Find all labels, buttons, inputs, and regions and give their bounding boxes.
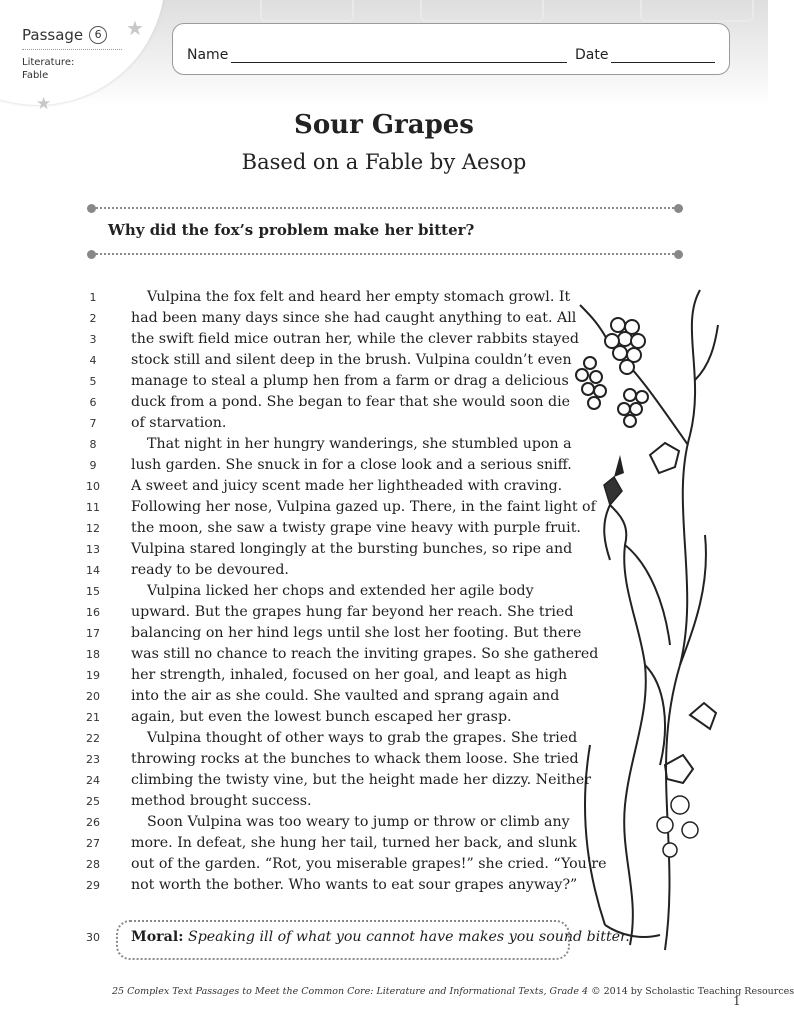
passage-line <box>0 707 580 728</box>
footer-copyright: © 2014 by Scholastic Teaching Resources <box>591 986 794 997</box>
line-number: 27 <box>86 837 100 850</box>
line-number: 17 <box>86 627 100 640</box>
page-title: Sour Grapes <box>294 110 474 140</box>
banner-pattern <box>220 0 768 24</box>
line-text: stock still and silent deep in the brush. Vulpina couldn’t even <box>131 352 572 368</box>
footer-book-title: 25 Complex Text Passages to Meet the Common Core: Literature and Informational Texts, Grade 4 <box>112 986 589 997</box>
line-number: 14 <box>86 564 100 577</box>
line-number: 26 <box>86 816 100 829</box>
line-number: 13 <box>86 543 100 556</box>
passage-line <box>0 623 580 644</box>
line-text: out of the garden. “Rot, you miserable grapes!” she cried. “You’re <box>131 856 607 872</box>
passage-line <box>0 329 580 350</box>
passage-line <box>0 518 580 539</box>
passage-line <box>0 371 580 392</box>
passage-line <box>0 539 580 560</box>
line-number: 9 <box>89 459 97 472</box>
line-number: 19 <box>86 669 100 682</box>
footer-credit <box>112 986 794 997</box>
badge-divider <box>22 49 122 50</box>
line-text: Vulpina the fox felt and heard her empty stomach growl. It <box>147 289 571 305</box>
line-number: 22 <box>86 732 100 745</box>
star-icon: ★ <box>126 16 144 40</box>
line-text: climbing the twisty vine, but the height made her dizzy. Neither <box>131 772 592 788</box>
date-label: Date <box>575 47 609 63</box>
line-text: Following her nose, Vulpina gazed up. There, in the faint light of <box>131 499 596 515</box>
line-number: 30 <box>86 931 100 944</box>
star-icon: ★ <box>36 94 52 114</box>
line-number: 6 <box>89 396 97 409</box>
line-text: lush garden. She snuck in for a close look and a serious sniff. <box>131 457 572 473</box>
genre-label <box>22 56 74 82</box>
question-rule-top <box>92 207 678 209</box>
passage-line <box>0 434 580 455</box>
name-field[interactable] <box>231 62 567 63</box>
passage-line <box>0 812 580 833</box>
name-label: Name <box>187 47 229 63</box>
genre-line-2: Fable <box>22 70 49 81</box>
line-text: more. In defeat, she hung her tail, turned her back, and slunk <box>131 835 577 851</box>
line-number: 23 <box>86 753 100 766</box>
date-field[interactable] <box>611 62 715 63</box>
line-number: 18 <box>86 648 100 661</box>
line-text: Vulpina thought of other ways to grab the grapes. She tried <box>147 730 578 746</box>
passage-line <box>0 665 580 686</box>
passage-line <box>0 833 580 854</box>
passage-line <box>0 644 599 665</box>
line-text: throwing rocks at the bunches to whack them loose. She tried <box>131 751 579 767</box>
passage-line <box>0 749 580 770</box>
passage-label-text: Passage <box>22 26 84 44</box>
line-text: the moon, she saw a twisty grape vine heavy with purple fruit. <box>131 520 581 536</box>
genre-line-1: Literature: <box>22 57 75 68</box>
passage-line <box>0 455 580 476</box>
line-number: 24 <box>86 774 100 787</box>
line-number: 1 <box>89 291 97 304</box>
line-number: 8 <box>89 438 97 451</box>
passage-text <box>0 287 607 896</box>
name-date-box <box>172 23 730 75</box>
line-number: 29 <box>86 879 100 892</box>
guiding-question: Why did the fox’s problem make her bitter? <box>108 221 475 239</box>
passage-line <box>0 854 607 875</box>
line-text: had been many days since she had caught anything to eat. All <box>131 310 577 326</box>
line-number: 16 <box>86 606 100 619</box>
line-number: 21 <box>86 711 100 724</box>
line-text: Vulpina stared longingly at the bursting bunches, so ripe and <box>131 541 573 557</box>
passage-line <box>0 791 580 812</box>
line-text: Soon Vulpina was too weary to jump or throw or climb any <box>147 814 570 830</box>
page-subtitle: Based on a Fable by Aesop <box>241 150 527 174</box>
moral-label: Moral: <box>131 929 184 945</box>
line-text: A sweet and juicy scent made her lightheaded with craving. <box>131 478 563 494</box>
line-number: 3 <box>89 333 97 346</box>
line-text: manage to steal a plump hen from a farm or drag a delicious <box>131 373 569 389</box>
line-text: That night in her hungry wanderings, she stumbled upon a <box>147 436 572 452</box>
fox-and-grapes-illustration <box>570 285 720 955</box>
line-number: 15 <box>86 585 100 598</box>
passage-line <box>0 560 580 581</box>
line-text: was still no chance to reach the inviting grapes. So she gathered <box>131 646 599 662</box>
passage-line <box>0 686 580 707</box>
line-number: 11 <box>86 501 100 514</box>
passage-line <box>0 476 580 497</box>
line-text: into the air as she could. She vaulted and sprang again and <box>131 688 560 704</box>
line-text: of starvation. <box>131 415 227 431</box>
line-number: 20 <box>86 690 100 703</box>
moral-text: Speaking ill of what you cannot have makes you sound bitter. <box>187 929 630 945</box>
line-text: again, but even the lowest bunch escaped her grasp. <box>131 709 512 725</box>
line-text: duck from a pond. She began to fear that she would soon die <box>131 394 571 410</box>
line-text: the swift field mice outran her, while the clever rabbits stayed <box>131 331 579 347</box>
moral <box>131 929 630 945</box>
passage-line <box>0 875 580 896</box>
line-number: 4 <box>89 354 97 367</box>
passage-label <box>22 26 107 44</box>
line-text: Vulpina licked her chops and extended her agile body <box>147 583 534 599</box>
line-number: 12 <box>86 522 100 535</box>
passage-line <box>0 581 580 602</box>
line-text: her strength, inhaled, focused on her goal, and leapt as high <box>131 667 568 683</box>
line-text: not worth the bother. Who wants to eat sour grapes anyway?” <box>131 877 578 893</box>
question-rule-bottom <box>92 253 678 255</box>
line-text: method brought success. <box>131 793 312 809</box>
passage-line <box>0 308 580 329</box>
line-number: 5 <box>89 375 97 388</box>
line-text: balancing on her hind legs until she lost her footing. But there <box>131 625 582 641</box>
passage-line <box>0 602 580 623</box>
passage-line <box>0 350 580 371</box>
page-number: 1 <box>733 994 741 1008</box>
passage-line <box>0 287 580 308</box>
passage-line <box>0 392 580 413</box>
line-number: 2 <box>89 312 97 325</box>
line-text: ready to be devoured. <box>131 562 289 578</box>
passage-line <box>0 497 596 518</box>
line-number: 28 <box>86 858 100 871</box>
line-text: upward. But the grapes hung far beyond her reach. She tried <box>131 604 574 620</box>
passage-line <box>0 413 580 434</box>
passage-number: 6 <box>89 26 107 44</box>
line-number: 7 <box>89 417 97 430</box>
passage-line <box>0 728 580 749</box>
line-number: 10 <box>86 480 100 493</box>
line-number: 25 <box>86 795 100 808</box>
passage-line <box>0 770 592 791</box>
